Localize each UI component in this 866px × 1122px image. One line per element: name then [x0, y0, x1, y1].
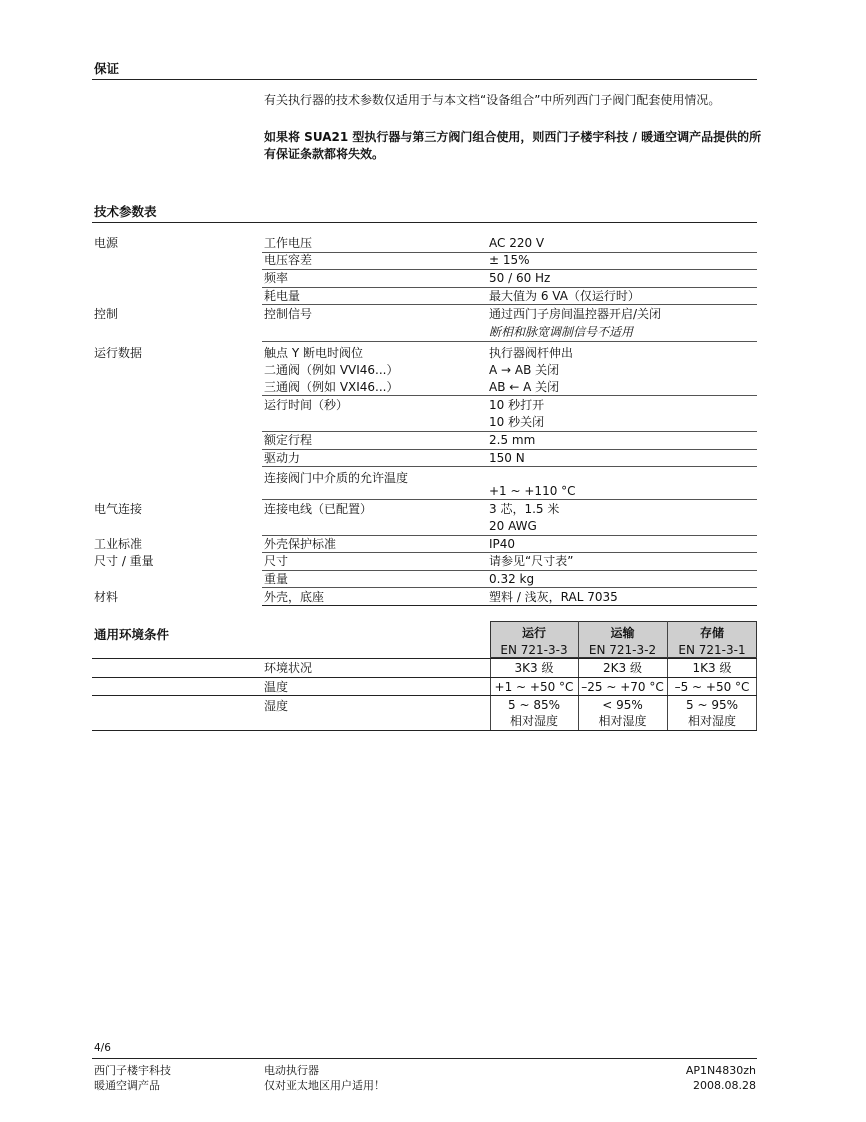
env-cell: +1 ~ +50 °C: [494, 680, 574, 694]
env-col-name: 存储: [699, 626, 724, 640]
spec-label: 外壳保护标准: [264, 537, 337, 551]
footer-rule: [92, 1058, 757, 1059]
env-cell: 3K3 级: [514, 661, 554, 675]
env-col-name: 运输: [610, 626, 635, 640]
env-cell-sub: 相对湿度: [509, 714, 558, 728]
spec-value: ± 15%: [489, 253, 530, 267]
env-cell: –25 ~ +70 °C: [581, 680, 664, 694]
group-operation: 运行数据: [94, 346, 143, 360]
spec-label: 电压容差: [264, 253, 313, 267]
section-rule: [92, 222, 757, 223]
spec-label: 三通阀（例如 VXI46...）: [264, 380, 399, 394]
row-divider: [262, 341, 757, 342]
spec-label: 额定行程: [264, 433, 313, 447]
env-cell: –5 ~ +50 °C: [674, 680, 750, 694]
spec-value: 150 N: [489, 451, 525, 465]
env-col-std: EN 721-3-1: [678, 643, 746, 657]
row-divider: [262, 587, 757, 588]
spec-value: AC 220 V: [489, 236, 545, 250]
env-cell-sub: 相对湿度: [598, 714, 647, 728]
warranty-notice: 如果将 SUA21 型执行器与第三方阀门组合使用，则西门子楼宇科技 / 暖通空调产品提供的所有保证条款都将失效。: [264, 130, 762, 161]
spec-value: 10 秒关闭: [489, 415, 545, 429]
warranty-heading: 保证: [94, 61, 120, 76]
env-cell: < 95%: [602, 698, 643, 712]
spec-value: 3 芯，1.5 米: [489, 502, 560, 516]
page-number: 4/6: [94, 1042, 111, 1054]
row-divider: [262, 304, 757, 305]
spec-value: IP40: [489, 537, 516, 551]
env-cell: 2K3 级: [603, 661, 642, 675]
env-row-label: 温度: [264, 680, 289, 694]
spec-label: 频率: [264, 271, 289, 285]
group-dims: 尺寸 / 重量: [94, 554, 154, 568]
spec-label: 触点 Y 断电时阀位: [264, 346, 363, 360]
footer-doc-id: AP1N4830zh: [685, 1064, 756, 1077]
spec-value: 2.5 mm: [489, 433, 536, 447]
env-rule: [92, 677, 757, 678]
env-heading: 通用环境条件: [94, 627, 170, 642]
group-power: 电源: [94, 236, 119, 250]
spec-value: +1 ~ +110 °C: [489, 484, 576, 498]
env-col-name: 运行: [521, 626, 546, 640]
spec-value: 塑料 / 浅灰，RAL 7035: [489, 590, 618, 604]
spec-value: 50 / 60 Hz: [489, 271, 551, 285]
spec-label: 耗电量: [264, 289, 301, 303]
group-standards: 工业标准: [94, 537, 143, 551]
spec-value: 通过西门子房间温控器开启/关闭: [489, 307, 662, 321]
spec-value: 10 秒打开: [489, 398, 545, 412]
env-row-label: 湿度: [264, 699, 289, 713]
spec-value: A → AB 关闭: [489, 363, 560, 377]
spec-value: 20 AWG: [489, 519, 537, 533]
spec-value-note: 断相和脉宽调制信号不适用: [489, 325, 634, 339]
env-cell: 5 ~ 85%: [508, 698, 560, 712]
env-cell: 5 ~ 95%: [686, 698, 738, 712]
spec-label: 控制信号: [264, 307, 313, 321]
spec-label: 外壳，底座: [264, 590, 325, 604]
footer-date: 2008.08.28: [693, 1079, 756, 1092]
env-cell-sub: 相对湿度: [687, 714, 736, 728]
env-rule: [92, 658, 757, 659]
spec-label: 驱动力: [264, 451, 301, 465]
env-cell: 1K3 级: [692, 661, 732, 675]
footer-division: 暖通空调产品: [94, 1079, 160, 1092]
spec-label: 工作电压: [264, 236, 313, 250]
env-row-label: 环境状况: [264, 661, 313, 675]
warranty-paragraph: 有关执行器的技术参数仅适用于与本文档“设备组合”中所列西门子阀门配套使用情况。: [264, 93, 721, 107]
group-material: 材料: [94, 590, 119, 604]
group-electrical: 电气连接: [94, 502, 143, 516]
spec-value: 请参见“尺寸表”: [489, 554, 574, 568]
footer-product: 电动执行器: [264, 1064, 319, 1077]
spec-label: 运行时间（秒）: [264, 398, 349, 412]
footer-region: 仅对亚太地区用户适用！: [264, 1079, 385, 1092]
spec-value: AB ← A 关闭: [489, 380, 560, 394]
row-divider: [262, 499, 757, 500]
row-divider: [262, 466, 757, 467]
env-col-std: EN 721-3-3: [500, 643, 568, 657]
spec-label: 二通阀（例如 VVI46...）: [264, 363, 399, 377]
section-rule: [92, 79, 757, 80]
spec-value: 0.32 kg: [489, 572, 535, 586]
tech-heading: 技术参数表: [94, 204, 157, 219]
env-col-std: EN 721-3-2: [588, 643, 657, 657]
env-rule: [92, 730, 757, 731]
env-rule: [92, 695, 757, 696]
spec-label: 连接电线（已配置）: [264, 502, 373, 516]
spec-label: 连接阀门中介质的允许温度: [264, 471, 409, 485]
row-divider: [262, 395, 757, 396]
table-bottom-rule: [262, 605, 757, 606]
footer-company: 西门子楼宇科技: [94, 1064, 171, 1077]
spec-value: 最大值为 6 VA（仅运行时）: [489, 289, 640, 303]
group-control: 控制: [94, 307, 119, 321]
spec-label: 重量: [264, 572, 289, 586]
spec-value: 执行器阀杆伸出: [489, 346, 574, 360]
spec-label: 尺寸: [264, 554, 289, 568]
